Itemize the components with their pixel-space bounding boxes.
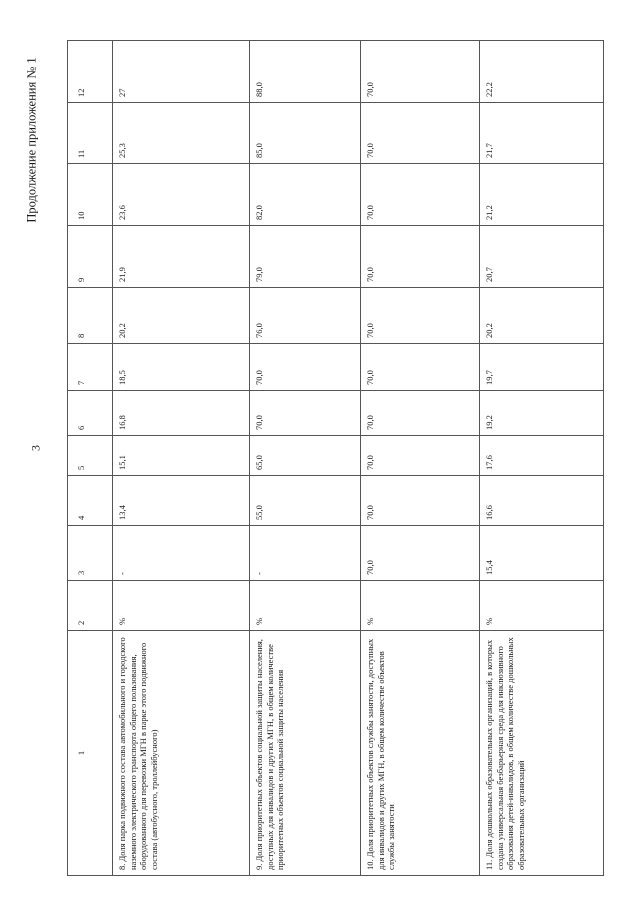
table-row (361, 41, 480, 876)
value-cell: 70,0 (250, 344, 361, 391)
value-cell: 16,8 (113, 391, 250, 436)
value-cell: 79,0 (250, 226, 361, 288)
value-cell: 23,6 (113, 164, 250, 226)
value-cell: 17,6 (480, 436, 604, 476)
header-row (68, 41, 113, 876)
table-row (480, 41, 604, 876)
value-cell: 15,1 (113, 436, 250, 476)
indicator-description: 9. Доля приоритетных объектов социальной защиты населения, доступных для инвалидов и других МГН, в общем количестве приоритетных объектов социальной защиты населения (250, 631, 361, 876)
value-cell: 70,0 (250, 391, 361, 436)
value-cell: 20,7 (480, 226, 604, 288)
value-cell: 70,0 (361, 164, 480, 226)
value-cell: - (113, 526, 250, 581)
value-cell: 85,0 (250, 103, 361, 164)
indicator-description: 10. Доля приоритетных объектов службы занятости, доступных для инвалидов и других МГН, в общем количестве объектов службы занятости (361, 631, 480, 876)
value-cell: 20,2 (480, 288, 604, 344)
column-header: 2 (68, 581, 113, 631)
table-wrapper (67, 41, 554, 876)
value-cell: 13,4 (113, 476, 250, 526)
table-row (250, 41, 361, 876)
value-cell: 70,0 (361, 103, 480, 164)
value-cell: 88,0 (250, 41, 361, 103)
value-cell: 16,6 (480, 476, 604, 526)
indicators-table (67, 40, 604, 876)
column-header: 8 (68, 288, 113, 344)
column-header: 6 (68, 391, 113, 436)
unit-cell: % (480, 581, 604, 631)
column-header: 12 (68, 41, 113, 103)
value-cell: 70,0 (361, 436, 480, 476)
value-cell: 22,2 (480, 41, 604, 103)
column-header: 5 (68, 436, 113, 476)
value-cell: 15,4 (480, 526, 604, 581)
value-cell: - (250, 526, 361, 581)
table-row (113, 41, 250, 876)
indicator-description: 8. Доля парка подвижного состава автомобильного и городского наземного электрического транспорта общего пользования, оборудованного для перевозки МГН в парке этого подвижного состава (автобусного, троллейбусного) (113, 631, 250, 876)
value-cell: 70,0 (361, 41, 480, 103)
column-header: 1 (68, 631, 113, 876)
value-cell: 70,0 (361, 391, 480, 436)
page-number: 3 (28, 445, 43, 451)
unit-cell: % (250, 581, 361, 631)
value-cell: 70,0 (361, 526, 480, 581)
value-cell: 70,0 (361, 344, 480, 391)
unit-cell: % (113, 581, 250, 631)
column-header: 3 (68, 526, 113, 581)
value-cell: 27 (113, 41, 250, 103)
unit-cell: % (361, 581, 480, 631)
value-cell: 65,0 (250, 436, 361, 476)
value-cell: 20,2 (113, 288, 250, 344)
rotated-table-container (67, 41, 554, 876)
value-cell: 82,0 (250, 164, 361, 226)
value-cell: 76,0 (250, 288, 361, 344)
column-header: 11 (68, 103, 113, 164)
column-header: 7 (68, 344, 113, 391)
value-cell: 19,7 (480, 344, 604, 391)
value-cell: 55,0 (250, 476, 361, 526)
value-cell: 70,0 (361, 476, 480, 526)
appendix-continuation-label: Продолжение приложения № 1 (24, 57, 39, 223)
value-cell: 70,0 (361, 226, 480, 288)
value-cell: 21,2 (480, 164, 604, 226)
value-cell: 18,5 (113, 344, 250, 391)
value-cell: 70,0 (361, 288, 480, 344)
column-header: 10 (68, 164, 113, 226)
value-cell: 19,2 (480, 391, 604, 436)
column-header: 4 (68, 476, 113, 526)
value-cell: 25,3 (113, 103, 250, 164)
indicator-description: 11. Доля дошкольных образовательных организаций, в которых создана универсальная безбарьерная среда для инклюзивного образования детей-инвалидов, в общем количестве дошкольных образовательных организаций (480, 631, 604, 876)
value-cell: 21,7 (480, 103, 604, 164)
column-header: 9 (68, 226, 113, 288)
value-cell: 21,9 (113, 226, 250, 288)
